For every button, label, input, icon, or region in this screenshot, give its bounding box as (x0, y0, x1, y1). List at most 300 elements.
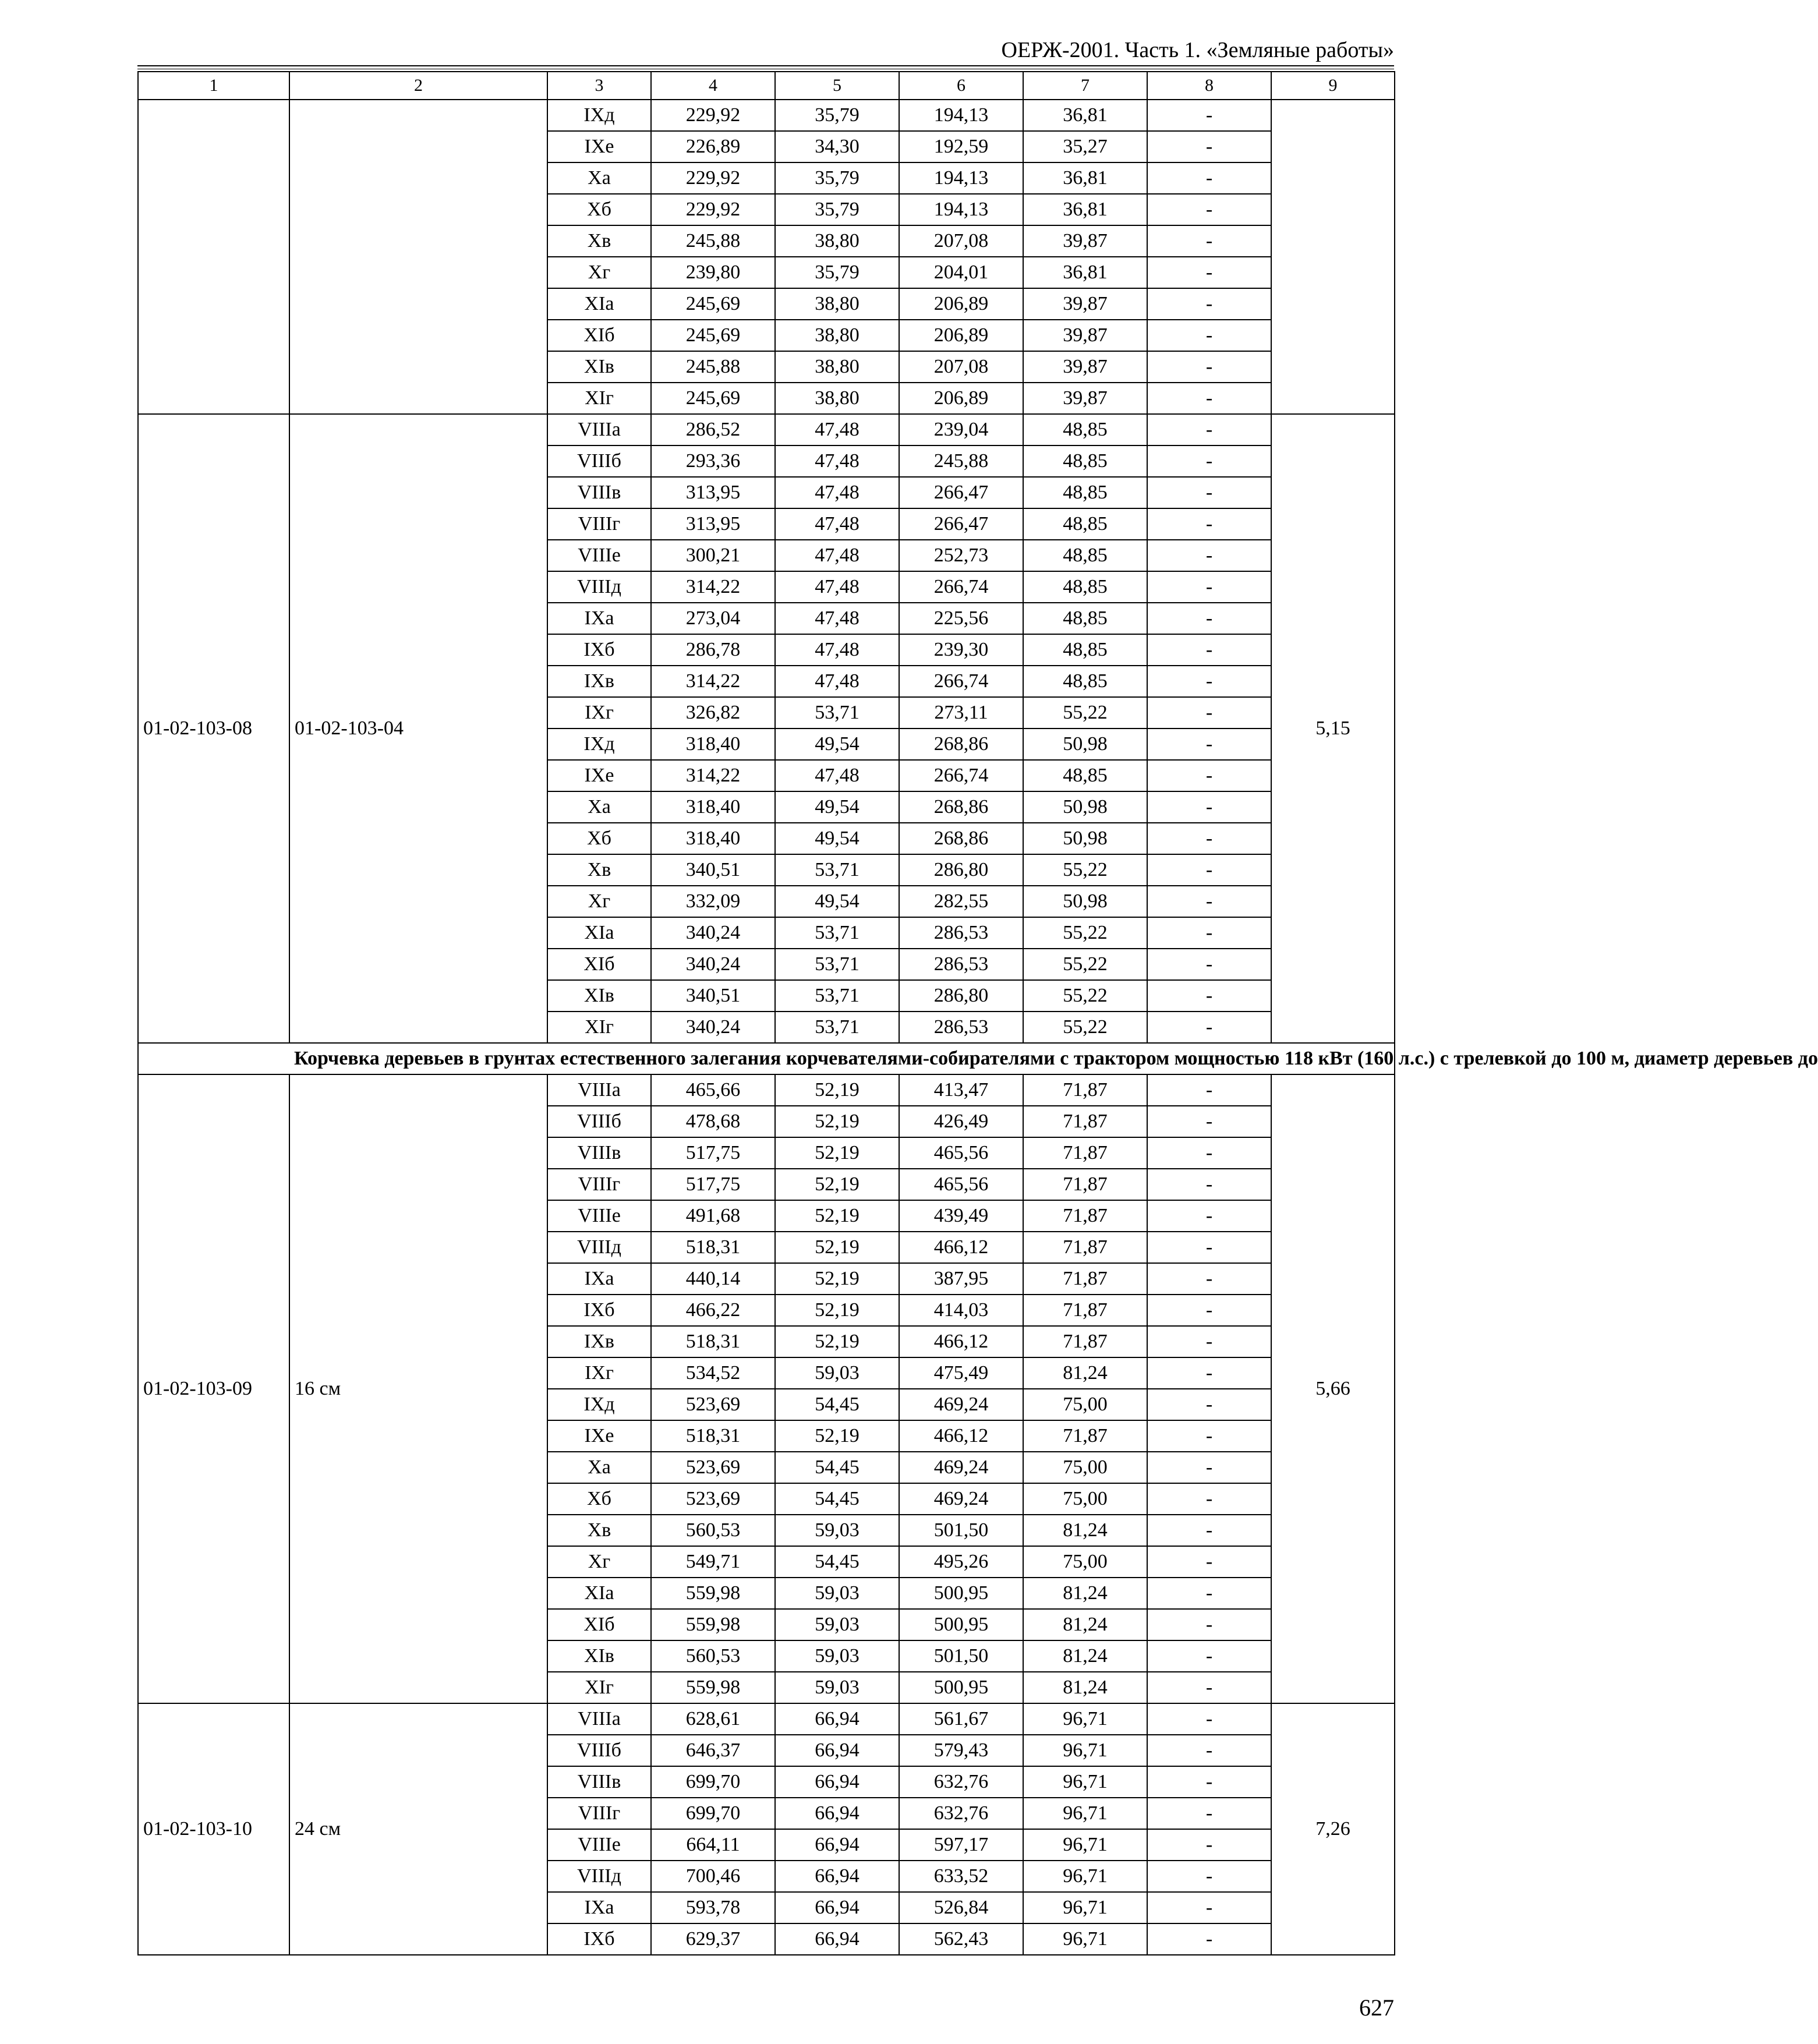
materials-cell: - (1147, 1892, 1271, 1923)
section-spacer (138, 1043, 289, 1074)
table-row (138, 1703, 1395, 1735)
wages-cell: 53,71 (775, 949, 899, 980)
labor-cost-cell: 5,15 (1271, 414, 1395, 1043)
total-cost-cell: 286,52 (651, 414, 775, 445)
total-cost-cell: 700,46 (651, 1861, 775, 1892)
total-cost-cell: 523,69 (651, 1483, 775, 1515)
machine-cost-cell: 469,24 (899, 1389, 1023, 1420)
soil-group-cell: VIIIб (547, 1106, 651, 1137)
soil-group-cell: IXб (547, 1295, 651, 1326)
materials-cell: - (1147, 288, 1271, 320)
machinist-wages-cell: 50,98 (1023, 791, 1147, 823)
wages-cell: 52,19 (775, 1169, 899, 1200)
materials-cell: - (1147, 634, 1271, 666)
materials-cell: - (1147, 1923, 1271, 1955)
wages-cell: 66,94 (775, 1798, 899, 1829)
machinist-wages-cell: 50,98 (1023, 729, 1147, 760)
rate-code: 01-02-103-09 (138, 1074, 289, 1703)
materials-cell: - (1147, 383, 1271, 414)
total-cost-cell: 286,78 (651, 634, 775, 666)
materials-cell: - (1147, 257, 1271, 288)
machinist-wages-cell: 48,85 (1023, 414, 1147, 445)
materials-cell: - (1147, 1609, 1271, 1640)
wages-cell: 66,94 (775, 1766, 899, 1798)
materials-cell: - (1147, 1766, 1271, 1798)
wages-cell: 47,48 (775, 760, 899, 791)
section-row (138, 1043, 1395, 1074)
machine-cost-cell: 207,08 (899, 225, 1023, 257)
total-cost-cell: 245,69 (651, 383, 775, 414)
wages-cell: 49,54 (775, 791, 899, 823)
machinist-wages-cell: 75,00 (1023, 1546, 1147, 1578)
materials-cell: - (1147, 540, 1271, 571)
total-cost-cell: 560,53 (651, 1640, 775, 1672)
machine-cost-cell: 266,47 (899, 508, 1023, 540)
soil-group-cell: IXд (547, 1389, 651, 1420)
machine-cost-cell: 387,95 (899, 1263, 1023, 1295)
wages-cell: 53,71 (775, 697, 899, 729)
machinist-wages-cell: 48,85 (1023, 603, 1147, 634)
soil-group-cell: IXа (547, 1892, 651, 1923)
wages-cell: 52,19 (775, 1263, 899, 1295)
machine-cost-cell: 500,95 (899, 1578, 1023, 1609)
soil-group-cell: XIв (547, 351, 651, 383)
wages-cell: 38,80 (775, 351, 899, 383)
total-cost-cell: 314,22 (651, 760, 775, 791)
machine-cost-cell: 239,30 (899, 634, 1023, 666)
machinist-wages-cell: 71,87 (1023, 1295, 1147, 1326)
wages-cell: 38,80 (775, 383, 899, 414)
wages-cell: 47,48 (775, 477, 899, 508)
machinist-wages-cell: 81,24 (1023, 1672, 1147, 1703)
materials-cell: - (1147, 666, 1271, 697)
table-row (138, 100, 1395, 131)
soil-group-cell: VIIIе (547, 1829, 651, 1861)
machinist-wages-cell: 71,87 (1023, 1263, 1147, 1295)
soil-group-cell: VIIIд (547, 1232, 651, 1263)
soil-group-cell: IXг (547, 1357, 651, 1389)
machinist-wages-cell: 96,71 (1023, 1923, 1147, 1955)
soil-group-cell: XIа (547, 917, 651, 949)
column-number-9: 9 (1271, 72, 1395, 100)
materials-cell: - (1147, 1420, 1271, 1452)
materials-cell: - (1147, 697, 1271, 729)
wages-cell: 35,79 (775, 257, 899, 288)
total-cost-cell: 523,69 (651, 1452, 775, 1483)
machinist-wages-cell: 36,81 (1023, 257, 1147, 288)
machinist-wages-cell: 71,87 (1023, 1420, 1147, 1452)
machine-cost-cell: 245,88 (899, 445, 1023, 477)
materials-cell: - (1147, 477, 1271, 508)
machinist-wages-cell: 55,22 (1023, 980, 1147, 1012)
total-cost-cell: 466,22 (651, 1295, 775, 1326)
soil-group-cell: Xг (547, 1546, 651, 1578)
machinist-wages-cell: 96,71 (1023, 1735, 1147, 1766)
wages-cell: 47,48 (775, 540, 899, 571)
total-cost-cell: 273,04 (651, 603, 775, 634)
soil-group-cell: IXд (547, 100, 651, 131)
materials-cell: - (1147, 1295, 1271, 1326)
total-cost-cell: 340,24 (651, 917, 775, 949)
total-cost-cell: 628,61 (651, 1703, 775, 1735)
soil-group-cell: IXб (547, 1923, 651, 1955)
rates-table (137, 71, 1818, 1955)
total-cost-cell: 549,71 (651, 1546, 775, 1578)
materials-cell: - (1147, 1232, 1271, 1263)
materials-cell: - (1147, 1703, 1271, 1735)
machine-cost-cell: 266,74 (899, 666, 1023, 697)
wages-cell: 59,03 (775, 1357, 899, 1389)
materials-cell: - (1147, 508, 1271, 540)
column-number-6: 6 (899, 72, 1023, 100)
soil-group-cell: XIб (547, 949, 651, 980)
machinist-wages-cell: 48,85 (1023, 760, 1147, 791)
soil-group-cell: IXб (547, 634, 651, 666)
total-cost-cell: 332,09 (651, 886, 775, 917)
wages-cell: 49,54 (775, 729, 899, 760)
materials-cell: - (1147, 1578, 1271, 1609)
total-cost-cell: 313,95 (651, 508, 775, 540)
machine-cost-cell: 466,12 (899, 1232, 1023, 1263)
machinist-wages-cell: 35,27 (1023, 131, 1147, 162)
machinist-wages-cell: 55,22 (1023, 917, 1147, 949)
wages-cell: 47,48 (775, 414, 899, 445)
total-cost-cell: 293,36 (651, 445, 775, 477)
machinist-wages-cell: 48,85 (1023, 540, 1147, 571)
machine-cost-cell: 273,11 (899, 697, 1023, 729)
column-number-row (138, 72, 1395, 100)
labor-cost-cell: 5,66 (1271, 1074, 1395, 1703)
materials-cell: - (1147, 320, 1271, 351)
wages-cell: 66,94 (775, 1703, 899, 1735)
wages-cell: 52,19 (775, 1295, 899, 1326)
materials-cell: - (1147, 131, 1271, 162)
machinist-wages-cell: 48,85 (1023, 666, 1147, 697)
total-cost-cell: 518,31 (651, 1420, 775, 1452)
machine-cost-cell: 225,56 (899, 603, 1023, 634)
wages-cell: 35,79 (775, 100, 899, 131)
materials-cell: - (1147, 603, 1271, 634)
header-rule-thick (137, 65, 1394, 66)
soil-group-cell: IXв (547, 1326, 651, 1357)
total-cost-cell: 629,37 (651, 1923, 775, 1955)
total-cost-cell: 534,52 (651, 1357, 775, 1389)
total-cost-cell: 245,88 (651, 225, 775, 257)
section-title: Корчевка деревьев в грунтах естественного залегания корчевателями-собирателями с трактором мощностью 118 кВт (160 л.с.) с трелевкой до 100 м, диаметр деревьев до (289, 1043, 1395, 1074)
machine-cost-cell: 206,89 (899, 320, 1023, 351)
wages-cell: 49,54 (775, 823, 899, 854)
machinist-wages-cell: 81,24 (1023, 1609, 1147, 1640)
document-title: ОЕРЖ-2001. Часть 1. «Земляные работы» (1001, 38, 1394, 62)
table-row (138, 414, 1395, 445)
machinist-wages-cell: 96,71 (1023, 1861, 1147, 1892)
machinist-wages-cell: 75,00 (1023, 1389, 1147, 1420)
total-cost-cell: 229,92 (651, 194, 775, 225)
wages-cell: 53,71 (775, 1012, 899, 1043)
soil-group-cell: XIб (547, 320, 651, 351)
total-cost-cell: 664,11 (651, 1829, 775, 1861)
materials-cell: - (1147, 1074, 1271, 1106)
materials-cell: - (1147, 1263, 1271, 1295)
machine-cost-cell: 268,86 (899, 791, 1023, 823)
machinist-wages-cell: 75,00 (1023, 1483, 1147, 1515)
total-cost-cell: 646,37 (651, 1735, 775, 1766)
machine-cost-cell: 266,74 (899, 760, 1023, 791)
machinist-wages-cell: 71,87 (1023, 1137, 1147, 1169)
wages-cell: 47,48 (775, 603, 899, 634)
wages-cell: 38,80 (775, 320, 899, 351)
machine-cost-cell: 465,56 (899, 1137, 1023, 1169)
soil-group-cell: IXг (547, 697, 651, 729)
machinist-wages-cell: 50,98 (1023, 886, 1147, 917)
rate-code: 01-02-103-10 (138, 1703, 289, 1955)
machinist-wages-cell: 36,81 (1023, 162, 1147, 194)
total-cost-cell: 465,66 (651, 1074, 775, 1106)
wages-cell: 38,80 (775, 225, 899, 257)
total-cost-cell: 318,40 (651, 729, 775, 760)
materials-cell: - (1147, 1200, 1271, 1232)
machine-cost-cell: 632,76 (899, 1798, 1023, 1829)
machinist-wages-cell: 96,71 (1023, 1766, 1147, 1798)
soil-group-cell: Xг (547, 257, 651, 288)
machine-cost-cell: 194,13 (899, 100, 1023, 131)
soil-group-cell: Xб (547, 194, 651, 225)
machine-cost-cell: 501,50 (899, 1515, 1023, 1546)
wages-cell: 52,19 (775, 1137, 899, 1169)
wages-cell: 52,19 (775, 1420, 899, 1452)
soil-group-cell: XIг (547, 383, 651, 414)
total-cost-cell: 226,89 (651, 131, 775, 162)
machine-cost-cell: 286,53 (899, 917, 1023, 949)
materials-cell: - (1147, 162, 1271, 194)
wages-cell: 47,48 (775, 571, 899, 603)
soil-group-cell: Xв (547, 1515, 651, 1546)
machinist-wages-cell: 48,85 (1023, 445, 1147, 477)
machine-cost-cell: 206,89 (899, 383, 1023, 414)
soil-group-cell: VIIIа (547, 1074, 651, 1106)
soil-group-cell: VIIIв (547, 1766, 651, 1798)
machinist-wages-cell: 81,24 (1023, 1357, 1147, 1389)
machine-cost-cell: 206,89 (899, 288, 1023, 320)
materials-cell: - (1147, 194, 1271, 225)
soil-group-cell: VIIIб (547, 445, 651, 477)
machine-cost-cell: 414,03 (899, 1295, 1023, 1326)
machine-cost-cell: 286,53 (899, 1012, 1023, 1043)
machinist-wages-cell: 71,87 (1023, 1169, 1147, 1200)
machine-cost-cell: 579,43 (899, 1735, 1023, 1766)
soil-group-cell: VIIIе (547, 1200, 651, 1232)
materials-cell: - (1147, 1012, 1271, 1043)
machinist-wages-cell: 71,87 (1023, 1106, 1147, 1137)
soil-group-cell: XIа (547, 1578, 651, 1609)
machinist-wages-cell: 36,81 (1023, 100, 1147, 131)
machinist-wages-cell: 36,81 (1023, 194, 1147, 225)
soil-group-cell: VIIIг (547, 1169, 651, 1200)
machine-cost-cell: 466,12 (899, 1420, 1023, 1452)
materials-cell: - (1147, 854, 1271, 886)
column-number-2: 2 (289, 72, 547, 100)
machine-cost-cell: 469,24 (899, 1483, 1023, 1515)
machine-cost-cell: 526,84 (899, 1892, 1023, 1923)
rate-code (138, 100, 289, 414)
soil-group-cell: Xв (547, 854, 651, 886)
page-number: 627 (1359, 1995, 1394, 2021)
wages-cell: 54,45 (775, 1546, 899, 1578)
rate-code: 01-02-103-08 (138, 414, 289, 1043)
machinist-wages-cell: 71,87 (1023, 1074, 1147, 1106)
materials-cell: - (1147, 791, 1271, 823)
soil-group-cell: VIIIв (547, 1137, 651, 1169)
materials-cell: - (1147, 1735, 1271, 1766)
machine-cost-cell: 495,26 (899, 1546, 1023, 1578)
machinist-wages-cell: 71,87 (1023, 1200, 1147, 1232)
total-cost-cell: 699,70 (651, 1766, 775, 1798)
machinist-wages-cell: 96,71 (1023, 1703, 1147, 1735)
machine-cost-cell: 204,01 (899, 257, 1023, 288)
wages-cell: 59,03 (775, 1609, 899, 1640)
wages-cell: 59,03 (775, 1640, 899, 1672)
soil-group-cell: Xб (547, 1483, 651, 1515)
wages-cell: 53,71 (775, 917, 899, 949)
total-cost-cell: 300,21 (651, 540, 775, 571)
wages-cell: 47,48 (775, 445, 899, 477)
soil-group-cell: Xа (547, 1452, 651, 1483)
total-cost-cell: 245,88 (651, 351, 775, 383)
machine-cost-cell: 268,86 (899, 823, 1023, 854)
total-cost-cell: 314,22 (651, 666, 775, 697)
total-cost-cell: 518,31 (651, 1232, 775, 1263)
soil-group-cell: IXе (547, 1420, 651, 1452)
machinist-wages-cell: 81,24 (1023, 1515, 1147, 1546)
soil-group-cell: VIIIг (547, 1798, 651, 1829)
machinist-wages-cell: 50,98 (1023, 823, 1147, 854)
materials-cell: - (1147, 1861, 1271, 1892)
total-cost-cell: 245,69 (651, 320, 775, 351)
machine-cost-cell: 500,95 (899, 1672, 1023, 1703)
machine-cost-cell: 633,52 (899, 1861, 1023, 1892)
wages-cell: 49,54 (775, 886, 899, 917)
machine-cost-cell: 562,43 (899, 1923, 1023, 1955)
total-cost-cell: 559,98 (651, 1609, 775, 1640)
machinist-wages-cell: 81,24 (1023, 1640, 1147, 1672)
machine-cost-cell: 413,47 (899, 1074, 1023, 1106)
soil-group-cell: IXв (547, 666, 651, 697)
wages-cell: 54,45 (775, 1483, 899, 1515)
materials-cell: - (1147, 823, 1271, 854)
wages-cell: 54,45 (775, 1452, 899, 1483)
total-cost-cell: 517,75 (651, 1137, 775, 1169)
total-cost-cell: 314,22 (651, 571, 775, 603)
wages-cell: 66,94 (775, 1861, 899, 1892)
rate-name: 24 см (289, 1703, 547, 1955)
soil-group-cell: Xа (547, 162, 651, 194)
total-cost-cell: 559,98 (651, 1672, 775, 1703)
machine-cost-cell: 597,17 (899, 1829, 1023, 1861)
soil-group-cell: VIIIд (547, 1861, 651, 1892)
machinist-wages-cell: 39,87 (1023, 320, 1147, 351)
soil-group-cell: Xв (547, 225, 651, 257)
wages-cell: 54,45 (775, 1389, 899, 1420)
machine-cost-cell: 501,50 (899, 1640, 1023, 1672)
materials-cell: - (1147, 1452, 1271, 1483)
total-cost-cell: 340,24 (651, 949, 775, 980)
machine-cost-cell: 239,04 (899, 414, 1023, 445)
machine-cost-cell: 192,59 (899, 131, 1023, 162)
total-cost-cell: 340,51 (651, 854, 775, 886)
materials-cell: - (1147, 760, 1271, 791)
machinist-wages-cell: 75,00 (1023, 1452, 1147, 1483)
machine-cost-cell: 561,67 (899, 1703, 1023, 1735)
materials-cell: - (1147, 1169, 1271, 1200)
wages-cell: 66,94 (775, 1735, 899, 1766)
soil-group-cell: VIIIб (547, 1735, 651, 1766)
total-cost-cell: 560,53 (651, 1515, 775, 1546)
machine-cost-cell: 286,80 (899, 854, 1023, 886)
materials-cell: - (1147, 980, 1271, 1012)
wages-cell: 35,79 (775, 162, 899, 194)
machinist-wages-cell: 96,71 (1023, 1829, 1147, 1861)
materials-cell: - (1147, 1829, 1271, 1861)
wages-cell: 66,94 (775, 1829, 899, 1861)
soil-group-cell: IXа (547, 603, 651, 634)
total-cost-cell: 229,92 (651, 100, 775, 131)
wages-cell: 66,94 (775, 1892, 899, 1923)
materials-cell: - (1147, 1106, 1271, 1137)
wages-cell: 34,30 (775, 131, 899, 162)
machine-cost-cell: 286,80 (899, 980, 1023, 1012)
materials-cell: - (1147, 729, 1271, 760)
machine-cost-cell: 632,76 (899, 1766, 1023, 1798)
materials-cell: - (1147, 1640, 1271, 1672)
page-header (137, 35, 1394, 66)
total-cost-cell: 699,70 (651, 1798, 775, 1829)
wages-cell: 53,71 (775, 980, 899, 1012)
materials-cell: - (1147, 225, 1271, 257)
total-cost-cell: 523,69 (651, 1389, 775, 1420)
machinist-wages-cell: 55,22 (1023, 949, 1147, 980)
materials-cell: - (1147, 1798, 1271, 1829)
soil-group-cell: Xб (547, 823, 651, 854)
materials-cell: - (1147, 414, 1271, 445)
machine-cost-cell: 266,47 (899, 477, 1023, 508)
soil-group-cell: IXд (547, 729, 651, 760)
total-cost-cell: 559,98 (651, 1578, 775, 1609)
total-cost-cell: 340,51 (651, 980, 775, 1012)
materials-cell: - (1147, 571, 1271, 603)
machine-cost-cell: 475,49 (899, 1357, 1023, 1389)
materials-cell: - (1147, 1326, 1271, 1357)
total-cost-cell: 340,24 (651, 1012, 775, 1043)
column-number-7: 7 (1023, 72, 1147, 100)
machinist-wages-cell: 39,87 (1023, 383, 1147, 414)
materials-cell: - (1147, 886, 1271, 917)
column-number-5: 5 (775, 72, 899, 100)
machinist-wages-cell: 55,22 (1023, 1012, 1147, 1043)
wages-cell: 53,71 (775, 854, 899, 886)
materials-cell: - (1147, 445, 1271, 477)
rate-name (289, 100, 547, 414)
materials-cell: - (1147, 949, 1271, 980)
wages-cell: 38,80 (775, 288, 899, 320)
column-number-3: 3 (547, 72, 651, 100)
total-cost-cell: 326,82 (651, 697, 775, 729)
machine-cost-cell: 194,13 (899, 194, 1023, 225)
labor-cost-cell (1271, 100, 1395, 414)
wages-cell: 52,19 (775, 1232, 899, 1263)
machinist-wages-cell: 39,87 (1023, 288, 1147, 320)
soil-group-cell: XIв (547, 980, 651, 1012)
rate-name: 16 см (289, 1074, 547, 1703)
